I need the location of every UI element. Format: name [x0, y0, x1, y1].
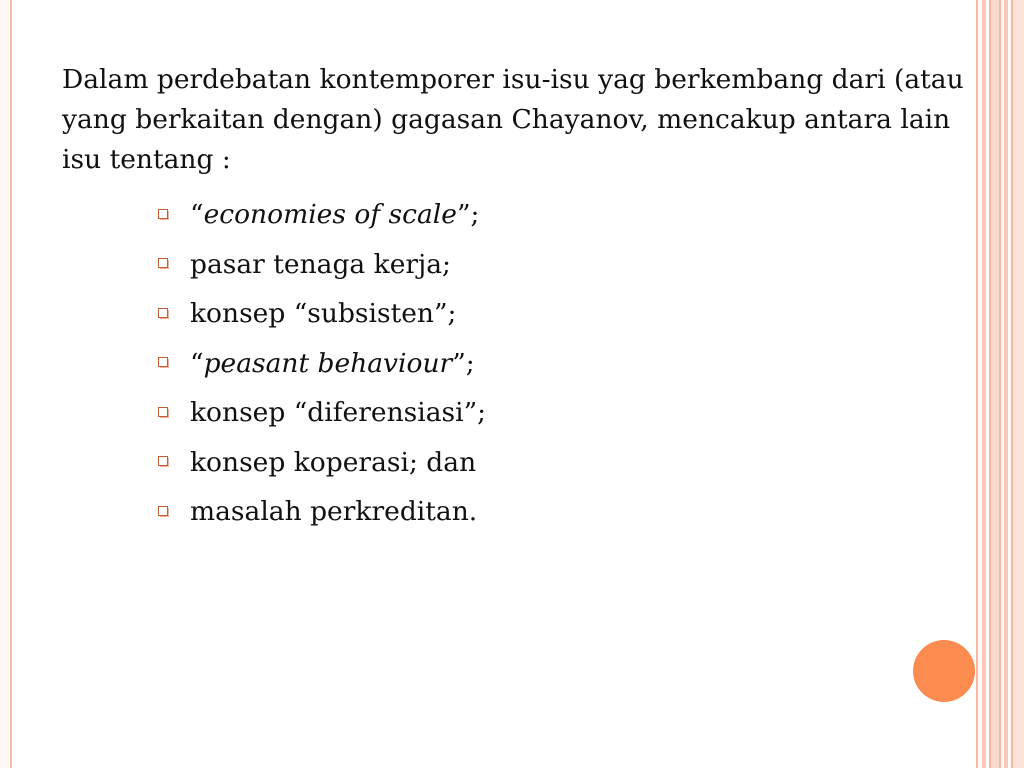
list-item [158, 190, 486, 240]
list-item [158, 240, 486, 290]
hollow-square-bullet-icon [158, 357, 170, 369]
hollow-square-bullet-icon [158, 308, 170, 320]
decorative-stripe [1011, 0, 1024, 768]
bullet-text: “economies of scale”; [190, 199, 480, 231]
list-item [158, 438, 486, 488]
hollow-square-bullet-icon [158, 258, 170, 270]
decorative-stripe [982, 0, 986, 768]
bullet-text: pasar tenaga kerja; [190, 248, 451, 280]
bullet-list [158, 190, 486, 537]
intro-paragraph: Dalam perdebatan kontemporer isu-isu yag berkembang dari (atau yang berkaitan dengan) gagasan Chayanov, mencakup antara lain isu tentang : [62, 64, 964, 175]
orange-circle-decoration [913, 640, 975, 702]
hollow-square-bullet-icon [158, 506, 170, 518]
bullet-text: konsep koperasi; dan [190, 446, 477, 478]
list-item [158, 289, 486, 339]
bullet-text: “peasant behaviour”; [190, 347, 475, 379]
bullet-text: konsep “diferensiasi”; [190, 397, 487, 429]
decorative-stripe [1004, 0, 1008, 768]
decorative-stripe [989, 0, 1001, 768]
bullet-text: masalah perkreditan. [190, 496, 478, 528]
list-item [158, 487, 486, 537]
list-item [158, 339, 486, 389]
hollow-square-bullet-icon [158, 456, 170, 468]
list-item [158, 388, 486, 438]
hollow-square-bullet-icon [158, 407, 170, 419]
bullet-text: konsep “subsisten”; [190, 298, 457, 330]
hollow-square-bullet-icon [158, 209, 170, 221]
